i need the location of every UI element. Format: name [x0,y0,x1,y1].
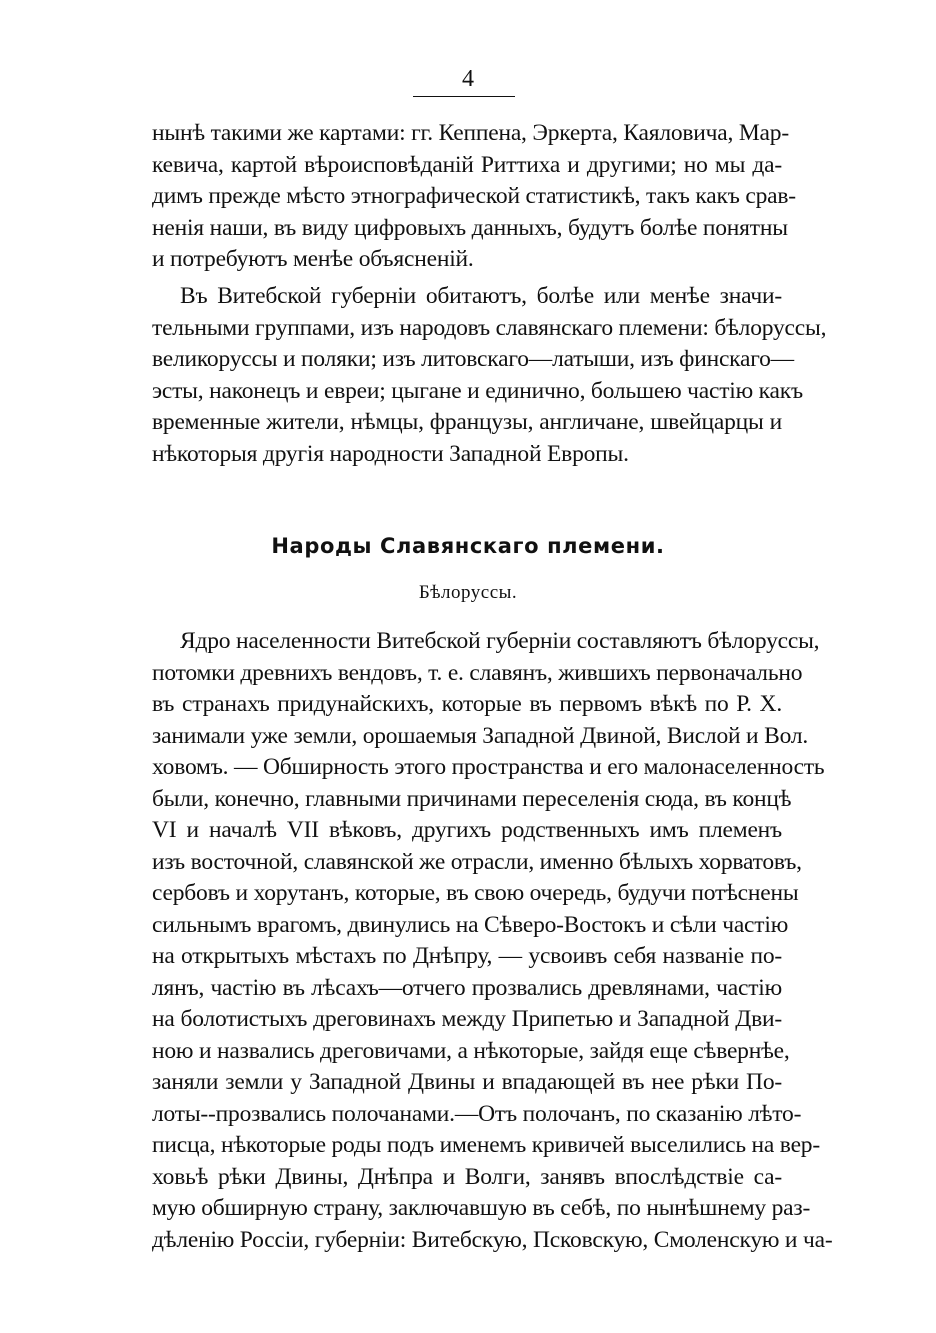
text-line: потомки древнихъ вендовъ, т. е. славянъ, жившихъ первоначально [152,659,803,686]
text-line: на открытыхъ мѣстахъ по Днѣпру, — усвоивъ себя названіе по- [152,943,782,969]
text-line: Ядро населенности Витебской губерніи составляютъ бѣлоруссы, [180,628,820,654]
text-line: лянъ, частію въ лѣсахъ—отчего прозвались древлянами, частію [152,974,782,1001]
text-line: нѣкоторыя другія народности Западной Европы. [152,440,629,467]
text-line: ненія наши, въ виду цифровыхъ данныхъ, будутъ болѣе понятны [152,214,788,241]
section-heading: Народы Славянскаго племени. [271,534,665,558]
text-line: на болотистыхъ дреговинахъ между Припетью и Западной Дви- [152,1006,782,1032]
text-line: изъ восточной, славянской же отрасли, именно бѣлыхъ хорватовъ, [152,848,802,875]
text-line: временные жители, нѣмцы, французы, англичане, швейцарцы и [152,409,782,435]
paragraph-intro-continuation [152,118,796,276]
page-number-rule [413,96,515,97]
text-line: были, конечно, главными причинами переселенія сюда, въ концѣ [152,785,792,812]
text-line: кевича, картой вѣроисповѣданій Риттиха и другими; но мы да- [152,151,782,178]
text-line: великоруссы и поляки; изъ литовскаго—латыши, изъ финскаго— [152,346,794,372]
text-line: въ странахъ придунайскихъ, которые въ первомъ вѣкѣ по Р. X. [152,691,782,717]
text-line: писца, нѣкоторые роды подъ именемъ кривичей выселились на вер- [152,1132,820,1158]
text-line: димъ прежде мѣсто этнографической статистикѣ, такъ какъ срав- [152,183,796,209]
text-line: нынѣ такими же картами: гг. Кеппена, Эркерта, Каяловича, Мар- [152,120,789,146]
text-line: VI и началѣ VII вѣковъ, другихъ родственныхъ имъ племенъ [152,817,782,843]
text-line: ною и назвались дреговичами, а нѣкоторые, зайдя еще сѣвернѣе, [152,1037,790,1064]
text-line: занимали уже земли, орошаемыя Западной Двиной, Вислой и Вол. [152,722,809,749]
text-line: лоты--прозвались полочанами.—Отъ полочанъ, по сказанію лѣто- [152,1100,802,1127]
text-line: сербовъ и хорутанъ, которые, въ свою очередь, будучи потѣснены [152,880,799,906]
text-line: дѣленію Россіи, губерніи: Витебскую, Псковскую, Смоленскую и ча- [152,1226,833,1253]
text-line: тельными группами, изъ народовъ славянскаго племени: бѣлоруссы, [152,314,827,341]
text-line: эсты, наконецъ и евреи; цыгане и единично, большею частію какъ [152,377,803,404]
text-line: мую обширную страну, заключавшую въ себѣ, по нынѣшнему раз- [152,1195,811,1221]
page-number: 4 [462,66,474,92]
paragraph-peoples [152,281,827,470]
paragraph-belorussians [152,626,833,1256]
text-line: ховомъ. — Обширность этого пространства и его малонаселенность [152,754,825,780]
text-line: Въ Витебской губерніи обитаютъ, болѣе или менѣе значи- [180,283,782,309]
text-line: и потребуютъ менѣе объясненій. [152,246,474,272]
text-line: сильнымъ врагомъ, двинулись на Сѣверо-Востокъ и сѣли частію [152,911,789,938]
text-line: ховьѣ рѣки Двины, Днѣпра и Волги, занявъ впослѣдствіе са- [152,1163,782,1190]
section-subheading: Бѣлоруссы. [418,582,518,603]
text-line: заняли земли у Западной Двины и впадающей въ нее рѣки По- [152,1069,782,1095]
